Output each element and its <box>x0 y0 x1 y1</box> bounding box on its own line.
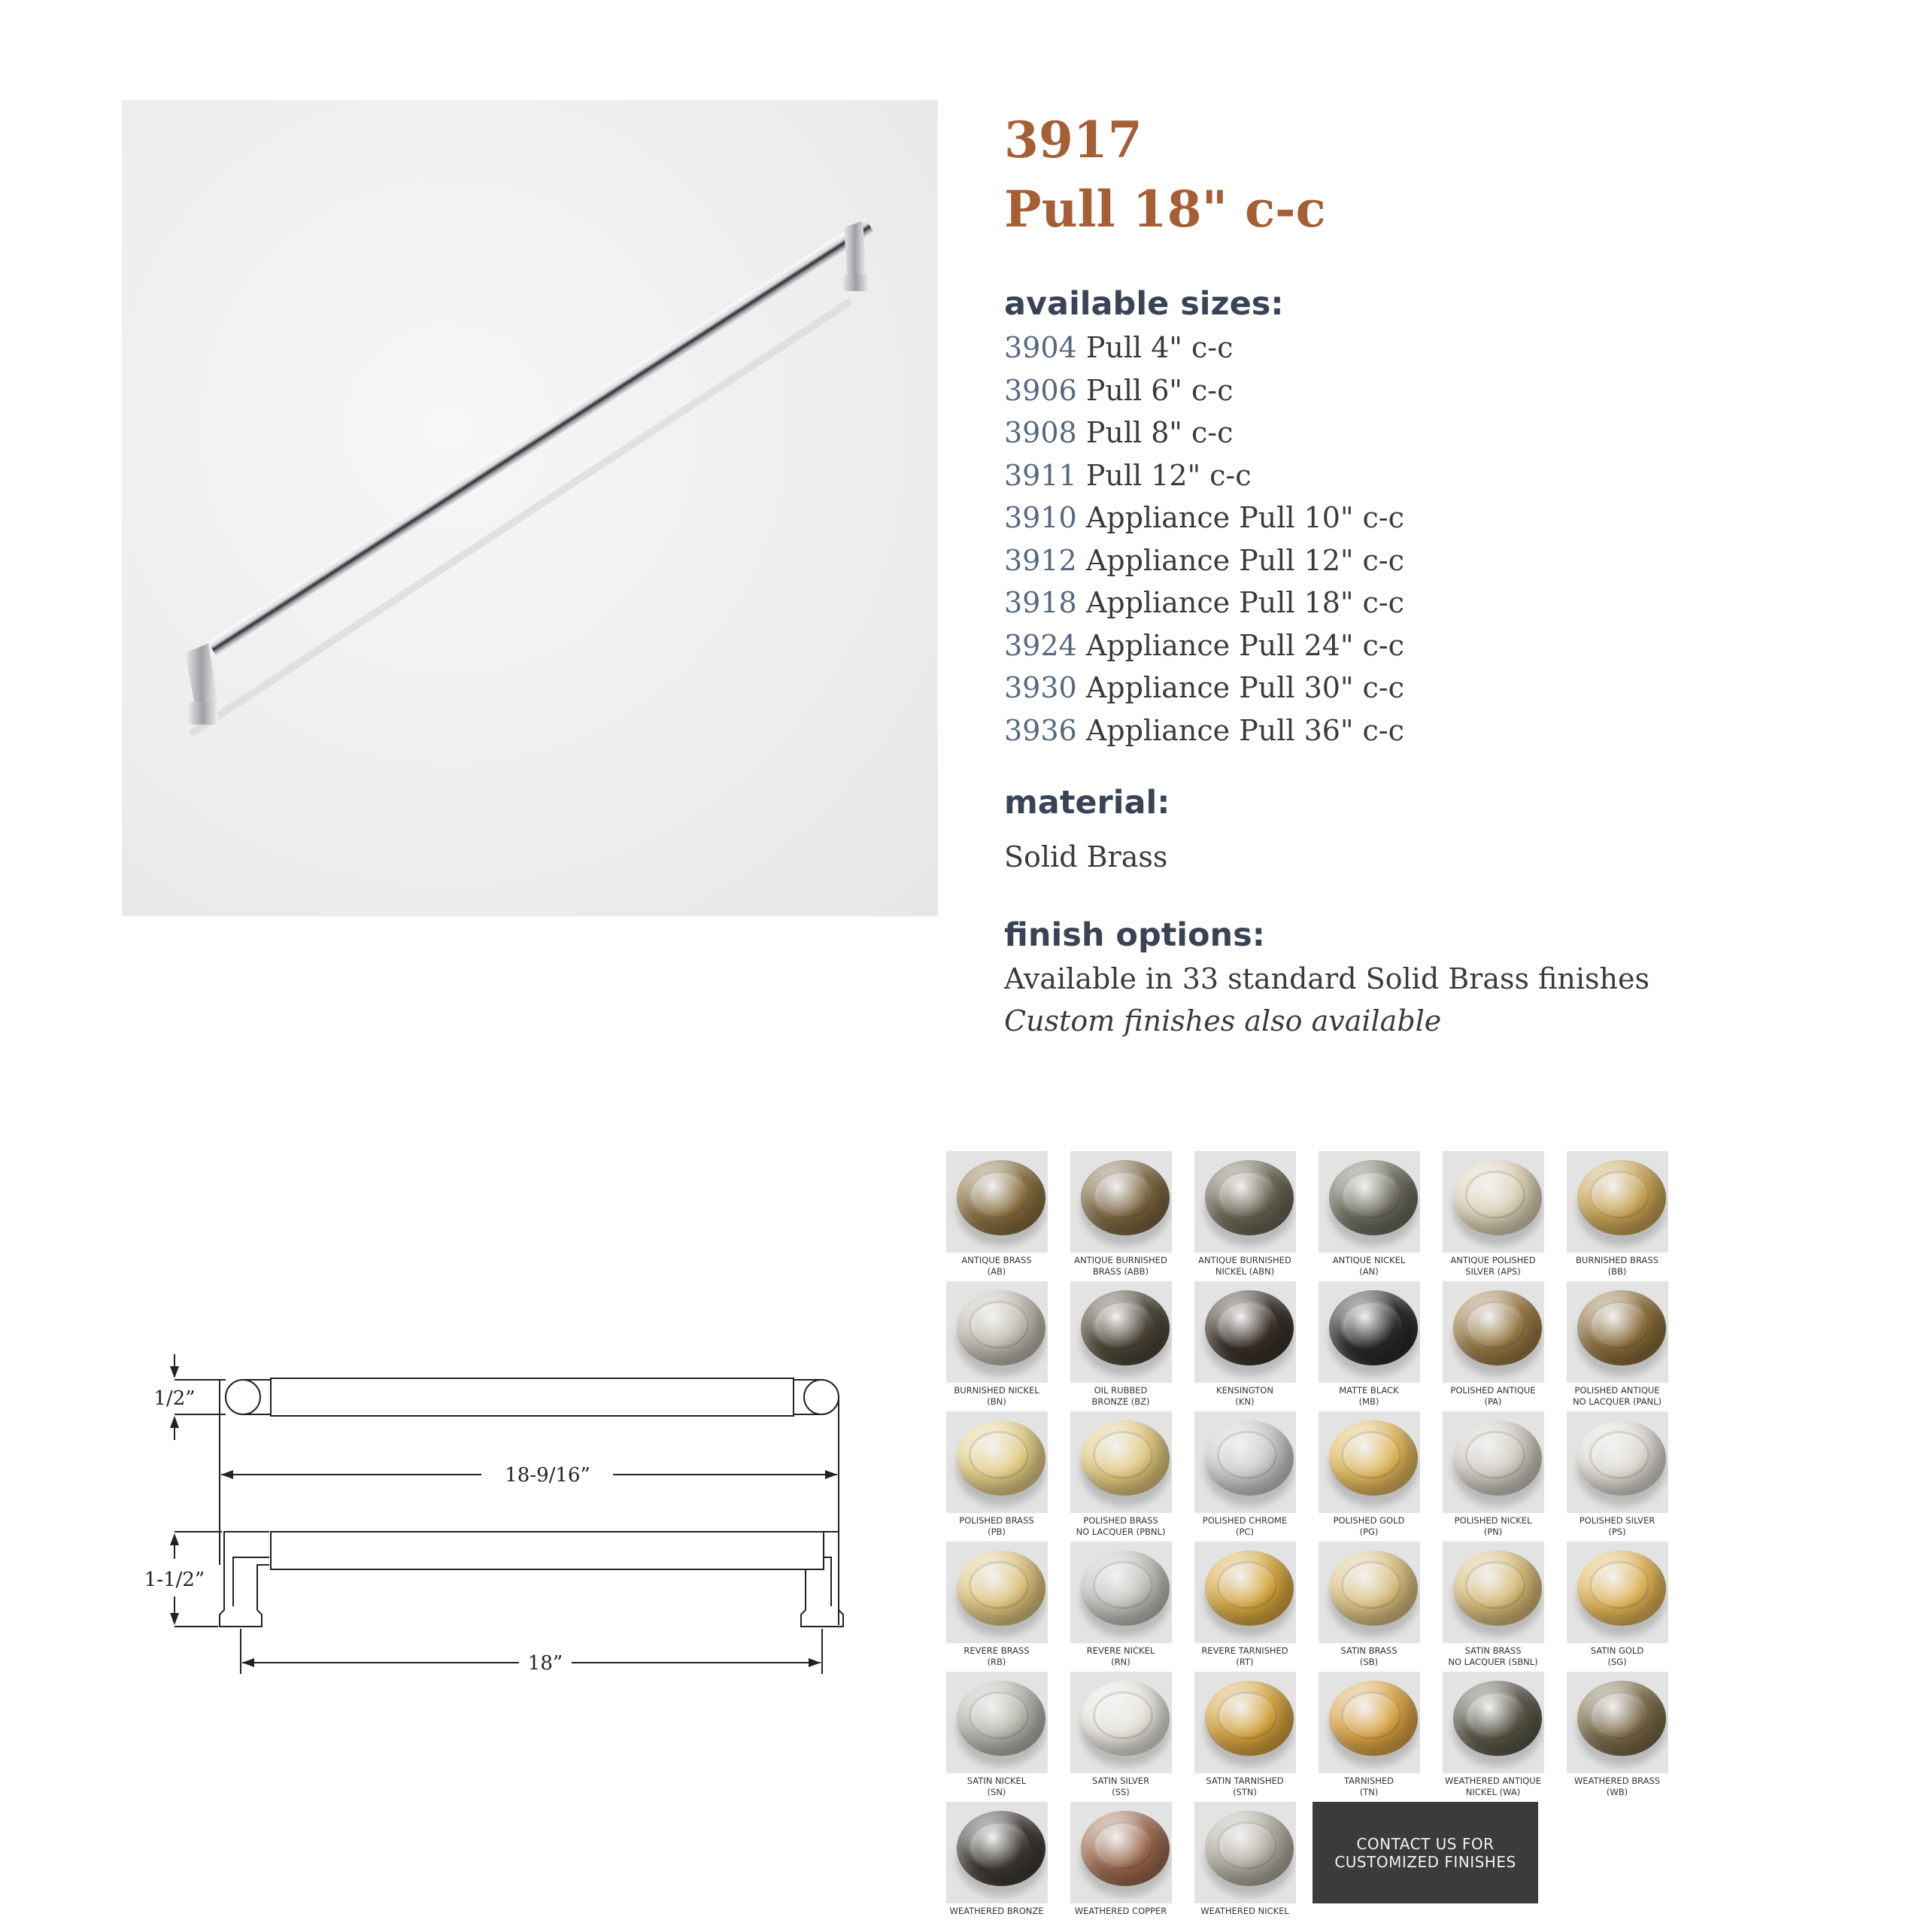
finish-swatch <box>1064 1672 1177 1802</box>
finish-custom-text: Custom finishes also available <box>1004 1004 1442 1037</box>
knob-sample <box>1081 1681 1170 1756</box>
finish-swatch <box>1064 1542 1177 1672</box>
finish-swatch <box>1313 1281 1425 1411</box>
knob-sample <box>957 1681 1045 1756</box>
finish-swatch <box>1188 1802 1301 1932</box>
finish-swatch <box>1313 1411 1425 1542</box>
finish-swatch-label: REVERE NICKEL (RN) <box>1086 1645 1155 1667</box>
product-photo <box>122 100 938 916</box>
size-item: 3908 Pull 8" c-c <box>1004 416 1234 449</box>
dim-overall-length-label: 18-9/16” <box>505 1464 590 1487</box>
knob-sample <box>1577 1420 1666 1496</box>
finish-swatch <box>1188 1672 1301 1802</box>
finish-swatch-label: POLISHED CHROME (PC) <box>1202 1515 1288 1537</box>
knob-sample <box>1205 1681 1294 1756</box>
finish-swatch-image <box>946 1672 1048 1773</box>
finish-swatch-label: ANTIQUE BRASS (AB) <box>961 1255 1032 1277</box>
knob-sample <box>1205 1420 1294 1496</box>
finish-swatch-image <box>1567 1151 1668 1253</box>
knob-sample <box>1453 1551 1542 1626</box>
finish-swatch-label: SATIN NICKEL (SN) <box>967 1776 1027 1797</box>
dimension-drawing <box>135 1339 888 1685</box>
finish-swatch-label: BURNISHED BRASS (BB) <box>1576 1255 1659 1277</box>
finish-swatch-label: ANTIQUE BURNISHED NICKEL (ABN) <box>1198 1255 1291 1277</box>
pull-handle-image <box>122 100 938 916</box>
finish-swatch <box>1437 1151 1549 1281</box>
knob-sample <box>1329 1551 1418 1626</box>
size-item: 3912 Appliance Pull 12" c-c <box>1004 543 1404 577</box>
size-item: 3924 Appliance Pull 24" c-c <box>1004 628 1404 662</box>
product-name: Pull 18" c-c <box>1004 180 1326 238</box>
finish-swatch <box>1188 1281 1301 1411</box>
sizes-heading: available sizes: <box>1004 285 1284 323</box>
size-item: 3906 Pull 6" c-c <box>1004 373 1234 407</box>
finish-swatch-image <box>1194 1802 1296 1903</box>
finish-swatch <box>1188 1542 1301 1672</box>
finish-swatch <box>1064 1802 1177 1932</box>
knob-sample <box>957 1811 1045 1886</box>
finish-swatch-image <box>946 1411 1048 1513</box>
technical-drawing-svg <box>135 1339 888 1685</box>
finish-swatch-image <box>1443 1672 1544 1773</box>
knob-sample <box>1081 1290 1170 1365</box>
knob-sample <box>1205 1160 1294 1235</box>
finish-swatch-image <box>1319 1672 1420 1773</box>
finish-swatch-label: ANTIQUE BURNISHED BRASS (ABB) <box>1074 1255 1167 1277</box>
dim-projection-label: 1-1/2” <box>144 1569 205 1591</box>
dim-center-label: 18” <box>527 1652 563 1675</box>
finish-swatch-label: SATIN BRASS (SB) <box>1340 1645 1398 1667</box>
finish-swatch-image <box>1567 1281 1668 1383</box>
finish-swatch-label: MATTE BLACK (MB) <box>1339 1385 1399 1407</box>
finish-swatch-label: SATIN TARNISHED (STN) <box>1206 1776 1284 1797</box>
size-item: 3936 Appliance Pull 36" c-c <box>1004 713 1404 747</box>
size-item: 3904 Pull 4" c-c <box>1004 331 1234 364</box>
finish-swatch <box>940 1802 1053 1932</box>
finish-swatch-label: OIL RUBBED BRONZE (BZ) <box>1091 1385 1150 1407</box>
knob-sample <box>1453 1290 1542 1365</box>
finish-swatch <box>1437 1411 1549 1542</box>
finish-swatch-image <box>1070 1672 1172 1773</box>
finish-swatch <box>1064 1411 1177 1542</box>
knob-sample <box>957 1160 1045 1235</box>
size-item: 3910 Appliance Pull 10" c-c <box>1004 501 1404 534</box>
finish-swatch <box>940 1411 1053 1542</box>
finish-swatch-image <box>1194 1151 1296 1253</box>
finish-swatch-label: SATIN SILVER (SS) <box>1091 1776 1150 1797</box>
finish-swatch-image <box>1194 1672 1296 1773</box>
knob-sample <box>1577 1290 1666 1365</box>
finish-swatch-image <box>1319 1151 1420 1253</box>
product-info <box>1004 105 1869 1042</box>
finish-swatch-image <box>1567 1542 1668 1643</box>
finish-swatch <box>1561 1672 1674 1802</box>
knob-sample <box>1329 1681 1418 1756</box>
finish-swatch <box>1313 1672 1425 1802</box>
contact-custom-finishes-banner[interactable]: CONTACT US FOR CUSTOMIZED FINISHES <box>1313 1802 1538 1903</box>
finish-swatch-image <box>1567 1411 1668 1513</box>
knob-sample <box>957 1290 1045 1365</box>
knob-sample <box>1205 1811 1294 1886</box>
finish-swatch-label: POLISHED ANTIQUE NO LACQUER (PANL) <box>1572 1385 1662 1407</box>
finish-swatch-image <box>1070 1151 1172 1253</box>
knob-sample <box>1453 1681 1542 1756</box>
knob-sample <box>1329 1420 1418 1496</box>
finish-swatch-label: REVERE TARNISHED (RT) <box>1201 1645 1288 1667</box>
finish-swatch-image <box>1194 1542 1296 1643</box>
finish-heading: finish options: <box>1004 916 1265 954</box>
size-item: 3930 Appliance Pull 30" c-c <box>1004 671 1404 704</box>
finish-swatch-label: POLISHED SILVER (PS) <box>1579 1515 1655 1537</box>
finish-swatch <box>1064 1281 1177 1411</box>
finish-swatch-image <box>1443 1411 1544 1513</box>
knob-sample <box>1577 1681 1666 1756</box>
knob-sample <box>1329 1160 1418 1235</box>
finish-swatch-label: POLISHED BRASS (PB) <box>959 1515 1034 1537</box>
finish-swatch-grid <box>940 1151 1670 1918</box>
knob-sample <box>1081 1420 1170 1496</box>
finish-swatch-label: ANTIQUE NICKEL (AN) <box>1332 1255 1406 1277</box>
finish-swatch-image <box>1194 1411 1296 1513</box>
finish-swatch-image <box>1567 1672 1668 1773</box>
finish-swatch-label: KENSINGTON (KN) <box>1216 1385 1273 1407</box>
finish-swatch-label: WEATHERED NICKEL <box>1200 1906 1289 1916</box>
finish-swatch-image <box>946 1151 1048 1253</box>
knob-sample <box>1329 1290 1418 1365</box>
finish-swatch-label: SATIN BRASS NO LACQUER (SBNL) <box>1448 1645 1538 1667</box>
knob-sample <box>1081 1160 1170 1235</box>
finish-swatch-image <box>1070 1542 1172 1643</box>
finish-swatch-label: SATIN GOLD (SG) <box>1590 1645 1644 1667</box>
finish-swatch-label: WEATHERED BRASS (WB) <box>1574 1776 1661 1797</box>
finish-swatch-image <box>1443 1281 1544 1383</box>
finish-swatch <box>1561 1411 1674 1542</box>
knob-sample <box>1081 1811 1170 1886</box>
finish-swatch-label: REVERE BRASS (RB) <box>964 1645 1030 1667</box>
knob-sample <box>1205 1551 1294 1626</box>
finish-swatch-image <box>1070 1281 1172 1383</box>
finish-swatch-image <box>1319 1281 1420 1383</box>
finish-swatch-image <box>1070 1411 1172 1513</box>
size-item: 3911 Pull 12" c-c <box>1004 458 1252 492</box>
finish-swatch <box>1437 1672 1549 1802</box>
finish-swatch <box>1313 1542 1425 1672</box>
finish-standard-text: Available in 33 standard Solid Brass finishes <box>1004 962 1650 995</box>
finish-swatch-label: ANTIQUE POLISHED SILVER (APS) <box>1450 1255 1536 1277</box>
finish-swatch-image <box>1070 1802 1172 1903</box>
knob-sample <box>1081 1551 1170 1626</box>
finish-swatch-label: POLISHED BRASS NO LACQUER (PBNL) <box>1076 1515 1166 1537</box>
sizes-list <box>1004 327 1869 752</box>
knob-sample <box>957 1420 1045 1496</box>
finish-swatch-image <box>1194 1281 1296 1383</box>
finish-swatch-label: BURNISHED NICKEL (BN) <box>954 1385 1039 1407</box>
finish-swatch <box>1561 1542 1674 1672</box>
finish-swatch-image <box>946 1802 1048 1903</box>
finish-swatch-label: WEATHERED BRONZE <box>949 1906 1044 1916</box>
knob-sample <box>1453 1420 1542 1496</box>
finish-swatch <box>1437 1281 1549 1411</box>
material-value: Solid Brass <box>1004 840 1168 873</box>
finish-swatch-image <box>946 1281 1048 1383</box>
finish-swatch-image <box>1443 1151 1544 1253</box>
finish-swatch <box>1561 1151 1674 1281</box>
finish-swatch-label: WEATHERED COPPER <box>1074 1906 1167 1916</box>
material-heading: material: <box>1004 784 1170 822</box>
finish-swatch <box>940 1151 1053 1281</box>
finish-swatch-label: POLISHED NICKEL (PN) <box>1454 1515 1532 1537</box>
finish-swatch-label: TARNISHED (TN) <box>1343 1776 1394 1797</box>
product-number: 3917 <box>1004 111 1143 169</box>
knob-sample <box>1453 1160 1542 1235</box>
finish-swatch-image <box>1319 1411 1420 1513</box>
finish-swatch <box>1188 1151 1301 1281</box>
finish-swatch-label: POLISHED ANTIQUE (PA) <box>1450 1385 1536 1407</box>
finish-swatch <box>1313 1151 1425 1281</box>
knob-sample <box>1577 1551 1666 1626</box>
finish-swatch <box>1188 1411 1301 1542</box>
finish-swatch <box>1561 1281 1674 1411</box>
finish-swatch <box>940 1542 1053 1672</box>
knob-sample <box>957 1551 1045 1626</box>
finish-swatch-image <box>1443 1542 1544 1643</box>
finish-swatch <box>940 1281 1053 1411</box>
finish-swatch <box>940 1672 1053 1802</box>
knob-sample <box>1577 1160 1666 1235</box>
finish-swatch-image <box>1319 1542 1420 1643</box>
finish-swatch-label: POLISHED GOLD (PG) <box>1333 1515 1405 1537</box>
knob-sample <box>1205 1290 1294 1365</box>
size-item: 3918 Appliance Pull 18" c-c <box>1004 586 1404 619</box>
dim-diameter-label: 1/2” <box>153 1387 196 1410</box>
finish-swatch-label: WEATHERED ANTIQUE NICKEL (WA) <box>1445 1776 1541 1797</box>
finish-swatch-image <box>946 1542 1048 1643</box>
finish-swatch <box>1437 1542 1549 1672</box>
finish-swatch <box>1064 1151 1177 1281</box>
